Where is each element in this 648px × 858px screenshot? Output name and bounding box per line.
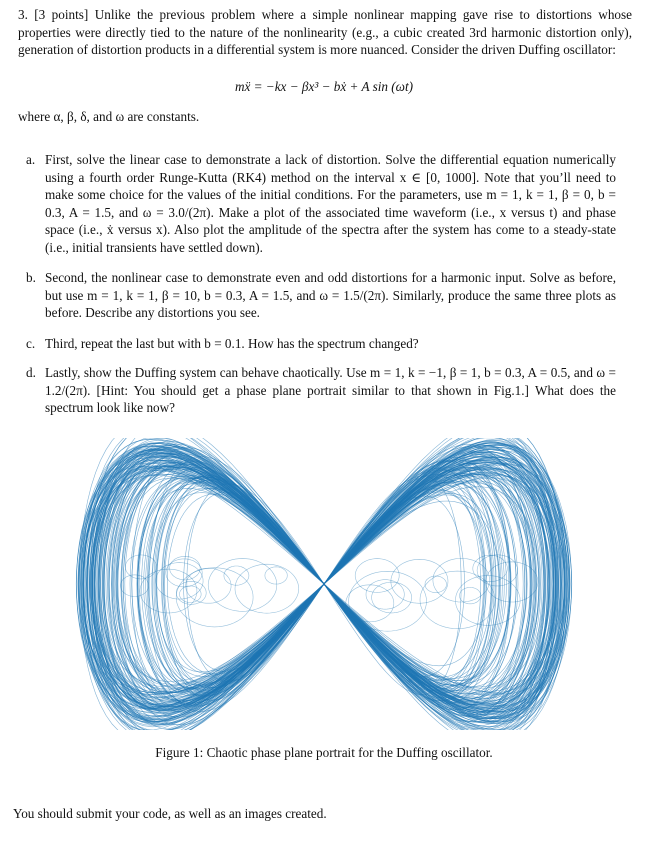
trajectory-curve (235, 564, 299, 613)
trajectory-curve (103, 445, 545, 719)
trajectory-curve (165, 480, 484, 691)
trajectory-curve (138, 461, 510, 705)
trajectory-curve (152, 467, 496, 690)
trajectory-curve (176, 568, 253, 627)
trajectory-curve (208, 559, 277, 612)
part-a (26, 151, 616, 257)
trajectory-curve (156, 476, 492, 693)
trajectory-curve (180, 586, 202, 603)
trajectory-curve (176, 581, 206, 604)
trajectory-curve (152, 460, 495, 703)
trajectory-curve (366, 580, 404, 610)
part-text: Third, repeat the last but with b = 0.1. How has the spectrum changed? (45, 336, 419, 351)
part-d (26, 364, 616, 417)
part-label: c. (26, 336, 36, 351)
trajectory-curve (139, 460, 509, 710)
trajectory-curve (355, 559, 399, 593)
trajectory-curve (155, 477, 493, 688)
part-c (26, 335, 616, 353)
trajectory-curve (161, 488, 486, 693)
part-text: First, solve the linear case to demonstrate a lack of distortion. Solve the differential equation numerically using a fourth order Runge-Kutta (RK4) method on the interval x ∈ [0, 1000]. Note that you’ll need to make some choice for the values of the initial conditions. For the parameters, use m = 1, k = 1, β = 0, b = 0.3, A = 1.5, and ω = 3.0/(2π). Make a plot of the associated time waveform (i.e., x versus t) and phase space (i.e., ẋ versus x). Also plot the amplitude of the spectra after the system has come to a steady-state (i.e., initial transients have settled down). (45, 152, 616, 255)
trajectory-curve (460, 587, 481, 603)
trajectory-curve (349, 571, 427, 631)
part-text: Lastly, show the Duffing system can behave chaotically. Use m = 1, k = −1, β = 1, b = 0.3, A = 0.5, and ω = 1.2/(2π). [Hint: You should get a phase plane portrait similar to that shown in Fig.1.] What does the spectrum look like now? (45, 365, 616, 416)
part-label: a. (26, 152, 36, 167)
constants-note: where α, β, δ, and ω are constants. (18, 109, 200, 124)
trajectory-curve (138, 475, 510, 692)
phase-portrait-figure (70, 438, 578, 730)
trajectory-curve (82, 439, 566, 730)
duffing-equation: mẍ = −kx − βx³ − bẋ + A sin (ωt) (234, 79, 414, 94)
part-b (26, 269, 616, 322)
trajectory-curve (391, 559, 448, 603)
submission-note: You should submit your code, as well as an images created. (13, 806, 327, 821)
trajectory-curve (157, 476, 492, 701)
figure-caption: Figure 1: Chaotic phase plane portrait for the Duffing oscillator. (155, 745, 493, 760)
part-text: Second, the nonlinear case to demonstrate even and odd distortions for a harmonic input. Solve as before, but use m = 1, k = 1, β = 10, b = 0.3, A = 1.5, and ω = 1.5/(2π). Similarly, produce the same three plots as before. Describe any distortions you see. (45, 270, 616, 321)
part-label: b. (26, 270, 36, 285)
trajectory-curve (137, 475, 511, 703)
part-label: d. (26, 365, 36, 380)
trajectory-curve (265, 567, 287, 584)
trajectory-curve (164, 475, 484, 701)
trajectory-curve (162, 470, 486, 702)
problem-intro: 3. [3 points] Unlike the previous problem where a simple nonlinear mapping gave rise to distortions whose properties were directly tied to the nature of the nonlinearity (e.g., a cubic created 3rd harmonic distortion only), generation of distortion products in a differential system is more nuanced. Consider the driven Duffing oscillator: (18, 7, 632, 58)
